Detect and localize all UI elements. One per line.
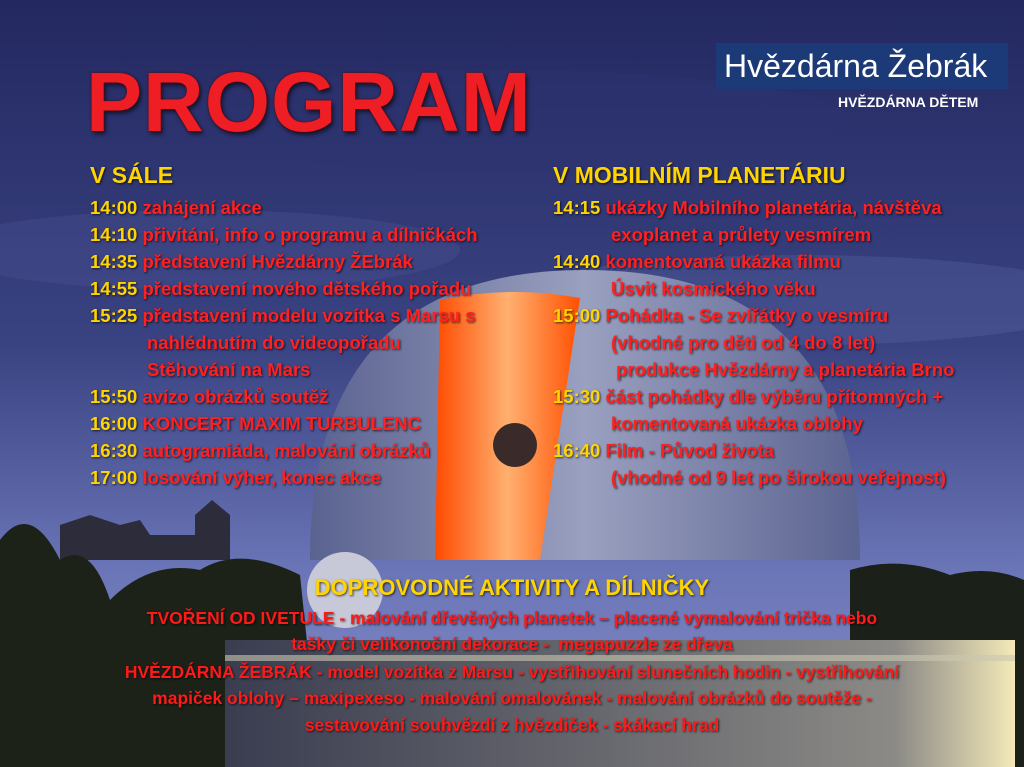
schedule-time: 16:00 <box>90 413 138 434</box>
schedule-row <box>553 302 888 329</box>
schedule-row <box>553 383 943 410</box>
schedule-time: 14:00 <box>90 197 138 218</box>
schedule-continuation: Stěhování na Mars <box>147 359 311 380</box>
logo-subtitle: HVĚZDÁRNA DĚTEM <box>838 94 979 110</box>
schedule-row <box>90 383 329 410</box>
schedule-text: Pohádka - Se zvířátky o vesmíru <box>605 305 889 326</box>
schedule-continuation: nahlédnutím do videopořadu <box>147 332 401 353</box>
schedule-text: představení modelu vozítka s Marsu s <box>142 305 476 326</box>
schedule-row <box>90 275 471 302</box>
schedule-continuation: komentovaná ukázka oblohy <box>611 413 863 434</box>
schedule-text: KONCERT MAXIM TURBULENC <box>142 413 421 434</box>
schedule-row <box>90 248 413 275</box>
schedule-text: zahájení akce <box>142 197 262 218</box>
activity-line: sestavování souhvězdí z hvězdiček - skákací hrad <box>304 715 720 735</box>
schedule-text: avízo obrázků soutěž <box>142 386 329 407</box>
schedule-text: Film - Původ života <box>605 440 775 461</box>
schedule-time: 15:50 <box>90 386 138 407</box>
schedule-time: 14:40 <box>553 251 601 272</box>
schedule-time: 14:10 <box>90 224 138 245</box>
schedule-continuation: (vhodné pro děti od 4 do 8 let) <box>611 332 876 353</box>
schedule-text: představení nového dětského pořadu <box>142 278 472 299</box>
activities-heading: DOPROVODNÉ AKTIVITY A DÍLNIČKY <box>314 575 710 600</box>
schedule-text: představení Hvězdárny ŽEbrák <box>142 251 413 272</box>
schedule-text: část pohádky dle výběru přítomných + <box>605 386 944 407</box>
schedule-text: autogramiáda, malování obrázků <box>142 440 431 461</box>
schedule-row <box>90 194 262 221</box>
schedule-time: 16:40 <box>553 440 601 461</box>
schedule-continuation: produkce Hvězdárny a planetária Brno <box>611 359 955 380</box>
page-title: PROGRAM <box>86 55 532 149</box>
schedule-time: 14:35 <box>90 251 138 272</box>
activity-line: tašky či velikonoční dekorace - megapuzzle ze dřeva <box>291 634 733 654</box>
schedule-text: losování výher, konec akce <box>142 467 382 488</box>
schedule-text: přivítání, info o programu a dílničkách <box>142 224 478 245</box>
schedule-time: 15:00 <box>553 305 601 326</box>
right-column-heading: V MOBILNÍM PLANETÁRIU <box>553 162 846 188</box>
schedule-time: 14:15 <box>553 197 601 218</box>
schedule-row <box>90 221 478 248</box>
schedule-time: 17:00 <box>90 467 138 488</box>
schedule-text: ukázky Mobilního planetária, návštěva <box>605 197 942 218</box>
left-column-heading: V SÁLE <box>90 162 174 188</box>
schedule-time: 16:30 <box>90 440 138 461</box>
schedule-time: 15:25 <box>90 305 138 326</box>
schedule-continuation: exoplanet a průlety vesmírem <box>611 224 872 245</box>
schedule-row <box>553 248 841 275</box>
activity-line: TVOŘENÍ OD IVETULE - malování dřevěných planetek – placené vymalování trička nebo <box>146 608 878 628</box>
schedule-row <box>90 410 421 437</box>
schedule-continuation: Úsvit kosmického věku <box>611 278 816 299</box>
schedule-row <box>553 437 774 464</box>
schedule-row <box>90 437 430 464</box>
activity-line: mapiček oblohy – maxipexeso - malování omalovánek - malování obrázků do soutěže - <box>152 688 872 708</box>
schedule-row <box>90 464 381 491</box>
schedule-row <box>90 302 476 329</box>
schedule-continuation: (vhodné od 9 let po širokou veřejnost) <box>611 467 947 488</box>
schedule-text: komentovaná ukázka filmu <box>605 251 841 272</box>
schedule-row <box>553 194 942 221</box>
activity-line: HVĚZDÁRNA ŽEBRÁK - model vozítka z Marsu - vystřihování slunečních hodin - vystřihování <box>124 662 900 682</box>
schedule-time: 14:55 <box>90 278 138 299</box>
schedule-time: 15:30 <box>553 386 601 407</box>
logo-name: Hvězdárna Žebrák <box>724 48 988 84</box>
